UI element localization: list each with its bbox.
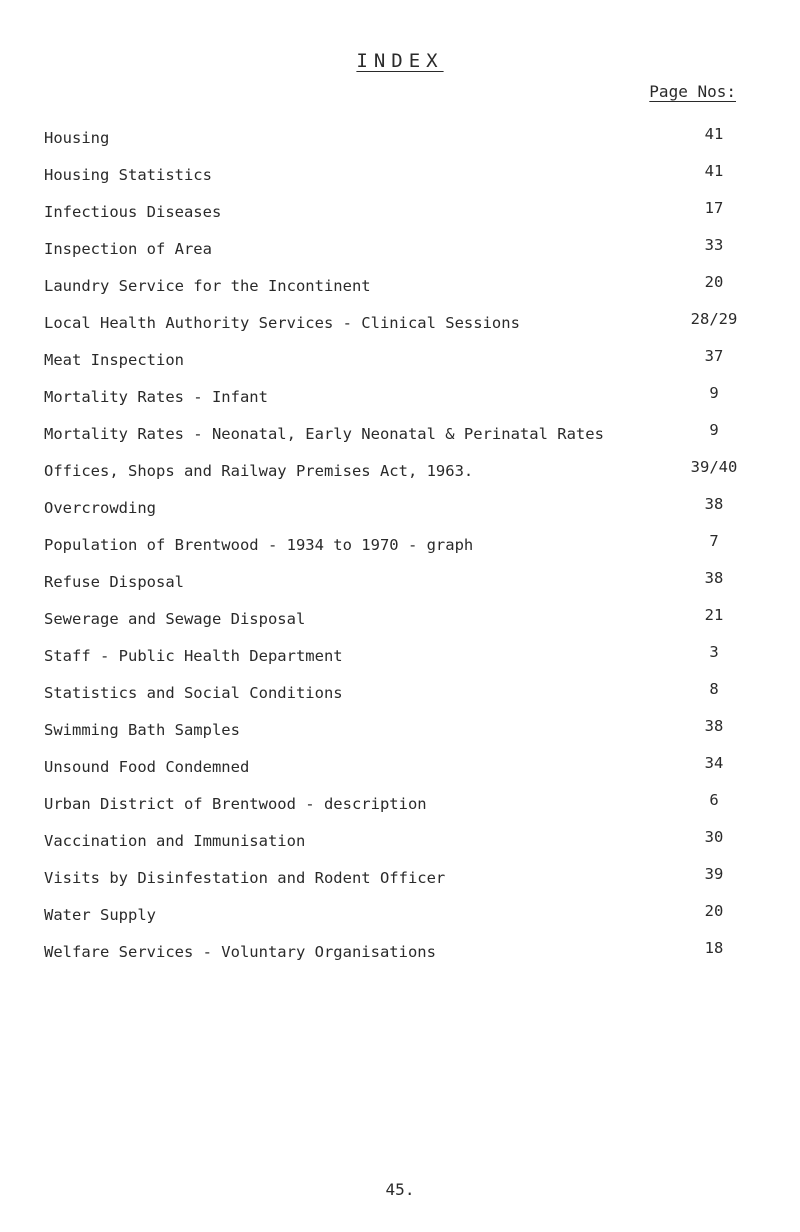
index-entry-page: 28/29: [690, 310, 738, 328]
index-entry-page: 20: [704, 273, 724, 291]
index-entry-page: 30: [704, 828, 724, 846]
page-title: INDEX: [356, 50, 444, 72]
index-entry-page: 6: [709, 791, 719, 809]
index-entry: [0, 940, 800, 977]
index-entry: [0, 718, 800, 755]
index-entry-label: Statistics and Social Conditions: [44, 684, 343, 702]
index-entry-list: [0, 126, 800, 977]
page-number: 45.: [385, 1180, 415, 1199]
index-entry-label: Visits by Disinfestation and Rodent Officer: [44, 869, 446, 887]
index-entry-label: Mortality Rates - Infant: [44, 388, 268, 406]
index-entry-page: 38: [704, 495, 724, 513]
index-entry: [0, 311, 800, 348]
index-entry: [0, 126, 800, 163]
index-entry: [0, 237, 800, 274]
index-entry-label: Meat Inspection: [44, 351, 184, 369]
index-entry: [0, 755, 800, 792]
index-entry-label: Overcrowding: [44, 499, 156, 517]
index-entry-label: Sewerage and Sewage Disposal: [44, 610, 306, 628]
index-entry-label: Water Supply: [44, 906, 156, 924]
index-entry-page: 17: [704, 199, 724, 217]
index-entry-label: Urban District of Brentwood - description: [44, 795, 427, 813]
index-entry-page: 7: [709, 532, 719, 550]
index-entry-label: Laundry Service for the Incontinent: [44, 277, 371, 295]
index-entry-page: 38: [704, 569, 724, 587]
index-entry-page: 34: [704, 754, 724, 772]
index-entry: [0, 533, 800, 570]
index-entry: [0, 422, 800, 459]
index-entry-label: Local Health Authority Services - Clinical Sessions: [44, 314, 520, 332]
index-entry-label: Housing Statistics: [44, 166, 212, 184]
index-entry: [0, 274, 800, 311]
index-entry-label: Mortality Rates - Neonatal, Early Neonatal & Perinatal Rates: [44, 425, 604, 443]
index-entry-label: Swimming Bath Samples: [44, 721, 240, 739]
index-entry: [0, 644, 800, 681]
index-entry-label: Unsound Food Condemned: [44, 758, 250, 776]
index-entry-label: Welfare Services - Voluntary Organisations: [44, 943, 436, 961]
index-entry-page: 8: [709, 680, 719, 698]
index-entry-label: Refuse Disposal: [44, 573, 184, 591]
index-entry-page: 3: [709, 643, 719, 661]
index-entry: [0, 681, 800, 718]
page-numbers-column-header: Page Nos:: [649, 82, 736, 101]
index-entry-label: Population of Brentwood - 1934 to 1970 - graph: [44, 536, 474, 554]
index-entry-page: 38: [704, 717, 724, 735]
index-entry: [0, 607, 800, 644]
index-entry: [0, 348, 800, 385]
index-entry-label: Infectious Diseases: [44, 203, 222, 221]
index-entry: [0, 866, 800, 903]
index-entry-page: 9: [709, 421, 719, 439]
index-entry-label: Staff - Public Health Department: [44, 647, 343, 665]
index-entry: [0, 792, 800, 829]
index-entry: [0, 496, 800, 533]
index-entry-label: Vaccination and Immunisation: [44, 832, 306, 850]
index-entry-label: Offices, Shops and Railway Premises Act, 1963.: [44, 462, 474, 480]
index-entry: [0, 200, 800, 237]
index-entry: [0, 163, 800, 200]
index-entry: [0, 570, 800, 607]
index-entry-page: 41: [704, 162, 724, 180]
index-entry: [0, 903, 800, 940]
index-entry-page: 39: [704, 865, 724, 883]
index-entry-page: 37: [704, 347, 724, 365]
index-entry: [0, 829, 800, 866]
index-entry-label: Inspection of Area: [44, 240, 212, 258]
index-entry-page: 21: [704, 606, 724, 624]
index-entry-page: 18: [704, 939, 724, 957]
index-entry-label: Housing: [44, 129, 110, 147]
index-entry-page: 20: [704, 902, 724, 920]
index-entry-page: 41: [704, 125, 724, 143]
index-entry: [0, 385, 800, 422]
index-entry-page: 33: [704, 236, 724, 254]
index-entry-page: 39/40: [690, 458, 738, 476]
index-entry: [0, 459, 800, 496]
index-entry-page: 9: [709, 384, 719, 402]
